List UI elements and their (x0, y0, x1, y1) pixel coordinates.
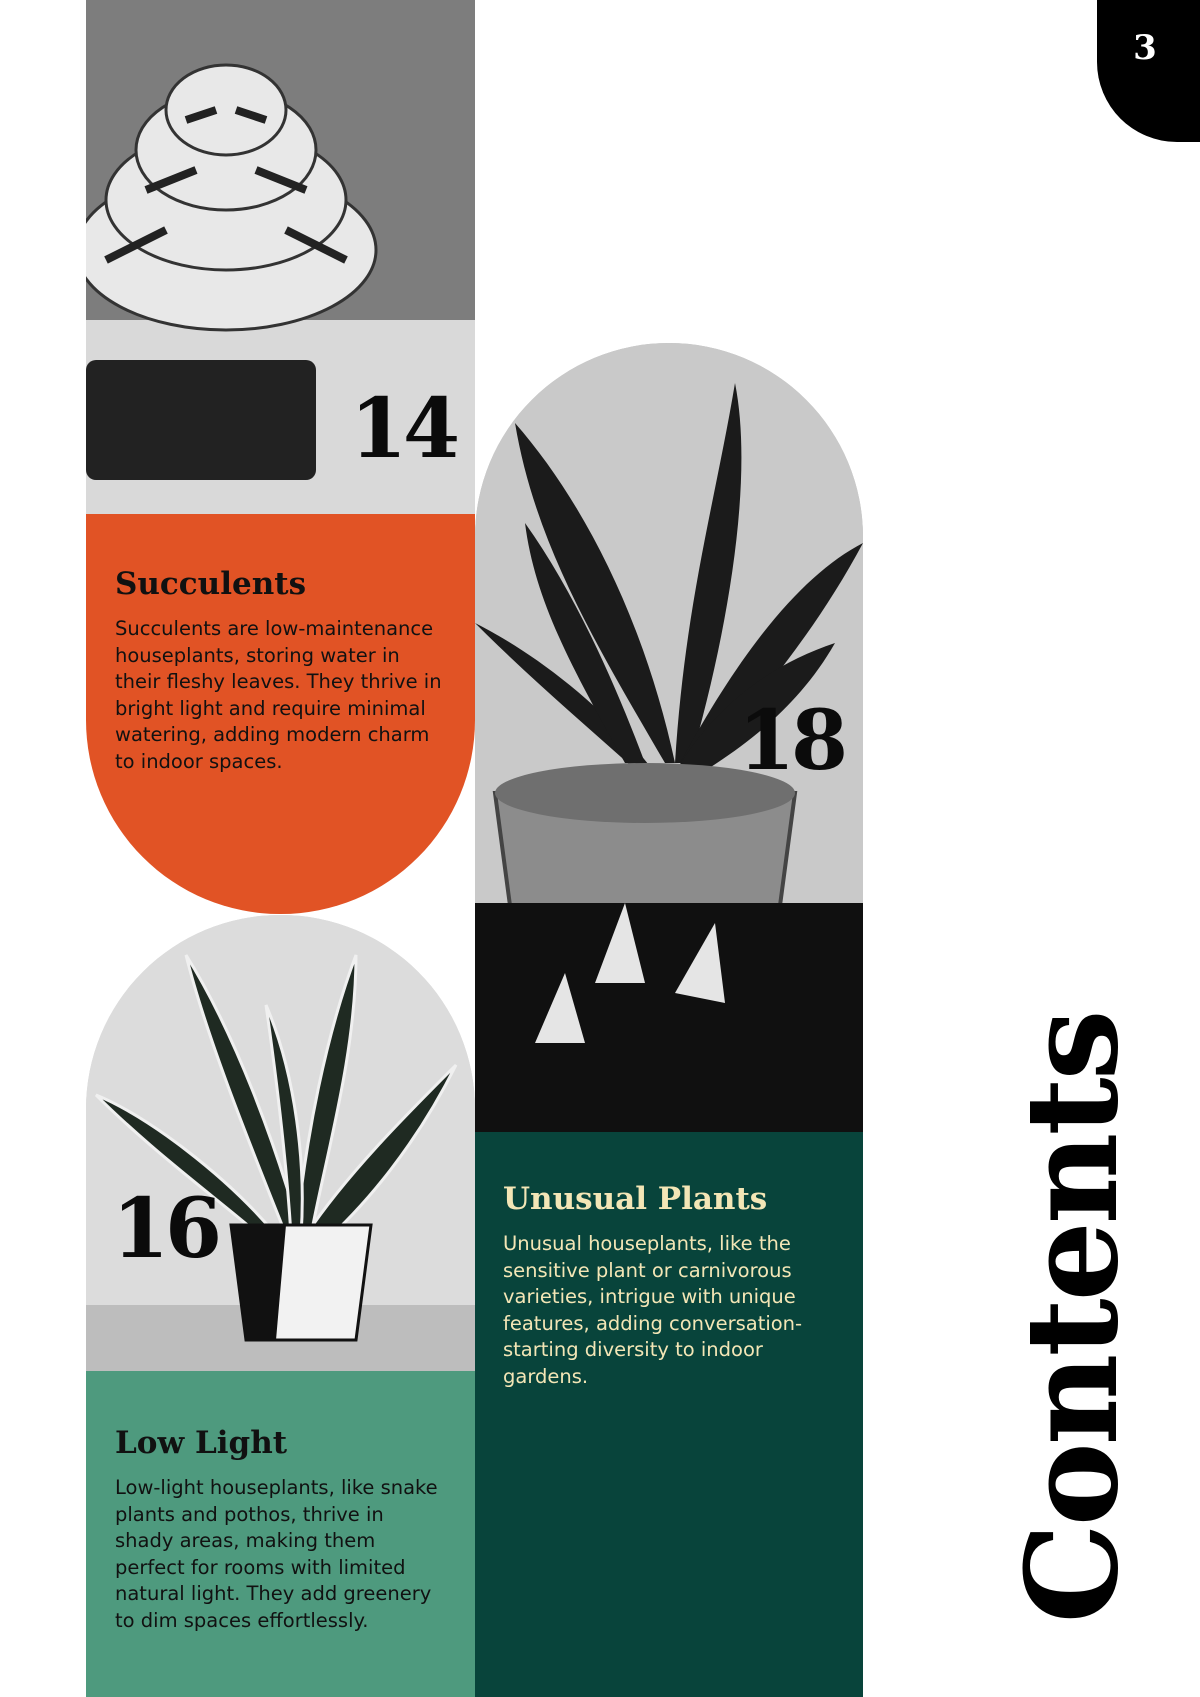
section-body: Low-light houseplants, like snake plants and pothos, thrive in shady areas, making them perfect for rooms with limited natural light. They add greenery to dim spaces effortlessly. (115, 1476, 438, 1632)
section-page-number: 18 (738, 693, 845, 789)
snake-plant-photo (86, 915, 475, 1371)
section-page-number: 14 (350, 381, 457, 477)
page-number-tab (1097, 0, 1200, 142)
low-light-panel (86, 1371, 475, 1697)
page-number: 3 (1133, 28, 1157, 68)
section-body: Succulents are low-maintenance houseplants, storing water in their fleshy leaves. They thrive in bright light and require minimal watering, adding modern charm to indoor spaces. (115, 617, 442, 773)
unusual-plants-panel (475, 1132, 863, 1697)
section-title: Unusual Plants (503, 1181, 768, 1217)
contents-title: Contents (998, 1012, 1146, 1624)
section-body: Unusual houseplants, like the sensitive plant or carnivorous varieties, intrigue with unique features, adding conversation-starting diversity to indoor gardens. (503, 1232, 803, 1388)
section-title: Low Light (115, 1425, 288, 1461)
section-title: Succulents (115, 566, 307, 602)
succulents-panel (86, 514, 475, 914)
section-page-number: 16 (112, 1181, 219, 1277)
